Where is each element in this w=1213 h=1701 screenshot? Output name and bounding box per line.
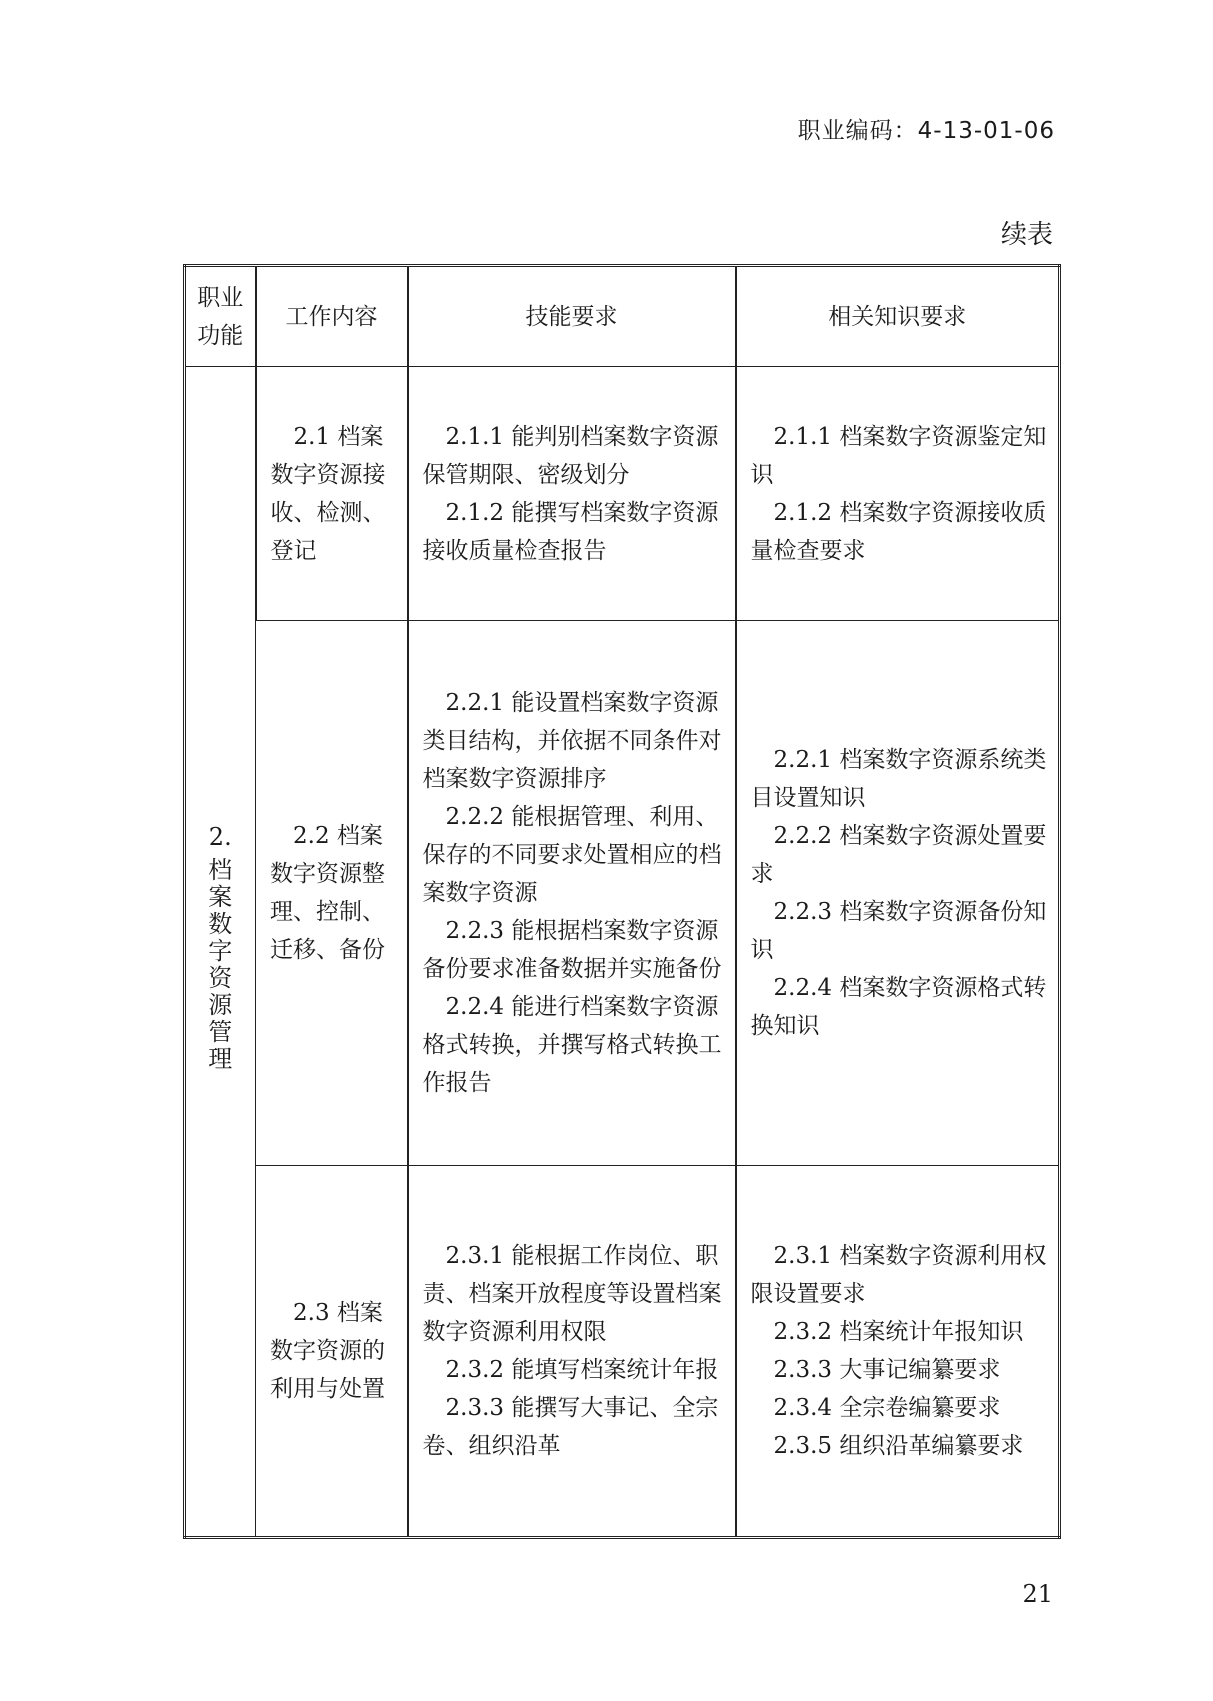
knowledge-cell xyxy=(736,367,1060,621)
function-cell xyxy=(185,367,256,1538)
knowledge-cell xyxy=(736,621,1060,1166)
knowledge-item: 2.2.3 档案数字资源备份知识 xyxy=(750,899,1047,963)
skill-requirements-table xyxy=(183,264,1061,1539)
header-work-content: 工作内容 xyxy=(256,266,408,367)
skill-item: 2.3.1 能根据工作岗位、职责、档案开放程度等设置档案数字资源利用权限 xyxy=(422,1243,722,1345)
table-row xyxy=(185,621,1060,1166)
knowledge-cell xyxy=(736,1166,1060,1538)
skill-item: 2.2.3 能根据档案数字资源备份要求准备数据并实施备份 xyxy=(422,918,722,982)
skills-cell xyxy=(408,621,736,1166)
skills-cell xyxy=(408,367,736,621)
header-function: 职业功能 xyxy=(185,266,256,367)
work-content-cell xyxy=(256,621,408,1166)
skill-item: 2.3.2 能填写档案统计年报 xyxy=(445,1357,719,1383)
work-content-cell xyxy=(256,367,408,621)
work-content-cell xyxy=(256,1166,408,1538)
knowledge-item: 2.1.1 档案数字资源鉴定知识 xyxy=(750,423,1047,488)
skill-item: 2.1.1 能判别档案数字资源保管期限、密级划分 xyxy=(422,423,719,488)
work-content-text: 2.2 档案数字资源整理、控制、迁移、备份 xyxy=(270,823,385,963)
table-row xyxy=(185,367,1060,621)
knowledge-item: 2.1.2 档案数字资源接收质量检查要求 xyxy=(750,499,1047,564)
skill-item: 2.2.2 能根据管理、利用、保存的不同要求处置相应的档案数字资源 xyxy=(422,804,722,906)
knowledge-item: 2.3.3 大事记编纂要求 xyxy=(773,1357,1001,1383)
header-knowledge-requirements: 相关知识要求 xyxy=(736,266,1060,367)
knowledge-item: 2.2.2 档案数字资源处置要求 xyxy=(750,823,1047,887)
skill-item: 2.2.4 能进行档案数字资源格式转换，并撰写格式转换工作报告 xyxy=(422,994,722,1096)
work-content-text: 2.3 档案数字资源的利用与处置 xyxy=(270,1300,385,1402)
knowledge-item: 2.2.4 档案数字资源格式转换知识 xyxy=(750,975,1047,1039)
page-number: 21 xyxy=(1022,1580,1053,1608)
skill-item: 2.2.1 能设置档案数字资源类目结构，并依据不同条件对档案数字资源排序 xyxy=(422,690,722,792)
header-skill-requirements: 技能要求 xyxy=(408,266,736,367)
table-row xyxy=(185,1166,1060,1538)
work-content-text: 2.1 档案数字资源接收、检测、登记 xyxy=(270,423,386,564)
occupation-code: 职业编码：4-13-01-06 xyxy=(797,118,1055,144)
table-header-row xyxy=(185,266,1060,367)
knowledge-item: 2.2.1 档案数字资源系统类目设置知识 xyxy=(750,747,1047,811)
skill-item: 2.3.3 能撰写大事记、全宗卷、组织沿革 xyxy=(422,1395,719,1459)
skills-cell xyxy=(408,1166,736,1538)
function-vertical-label: 2. 档 案 数 字 资 源 管 理 xyxy=(208,823,233,1073)
continued-label: 续表 xyxy=(1000,220,1053,250)
skill-item: 2.1.2 能撰写档案数字资源接收质量检查报告 xyxy=(422,499,719,564)
knowledge-item: 2.3.4 全宗卷编纂要求 xyxy=(773,1395,1001,1421)
knowledge-item: 2.3.1 档案数字资源利用权限设置要求 xyxy=(750,1243,1047,1307)
knowledge-item: 2.3.2 档案统计年报知识 xyxy=(773,1319,1024,1345)
knowledge-item: 2.3.5 组织沿革编纂要求 xyxy=(773,1433,1024,1459)
